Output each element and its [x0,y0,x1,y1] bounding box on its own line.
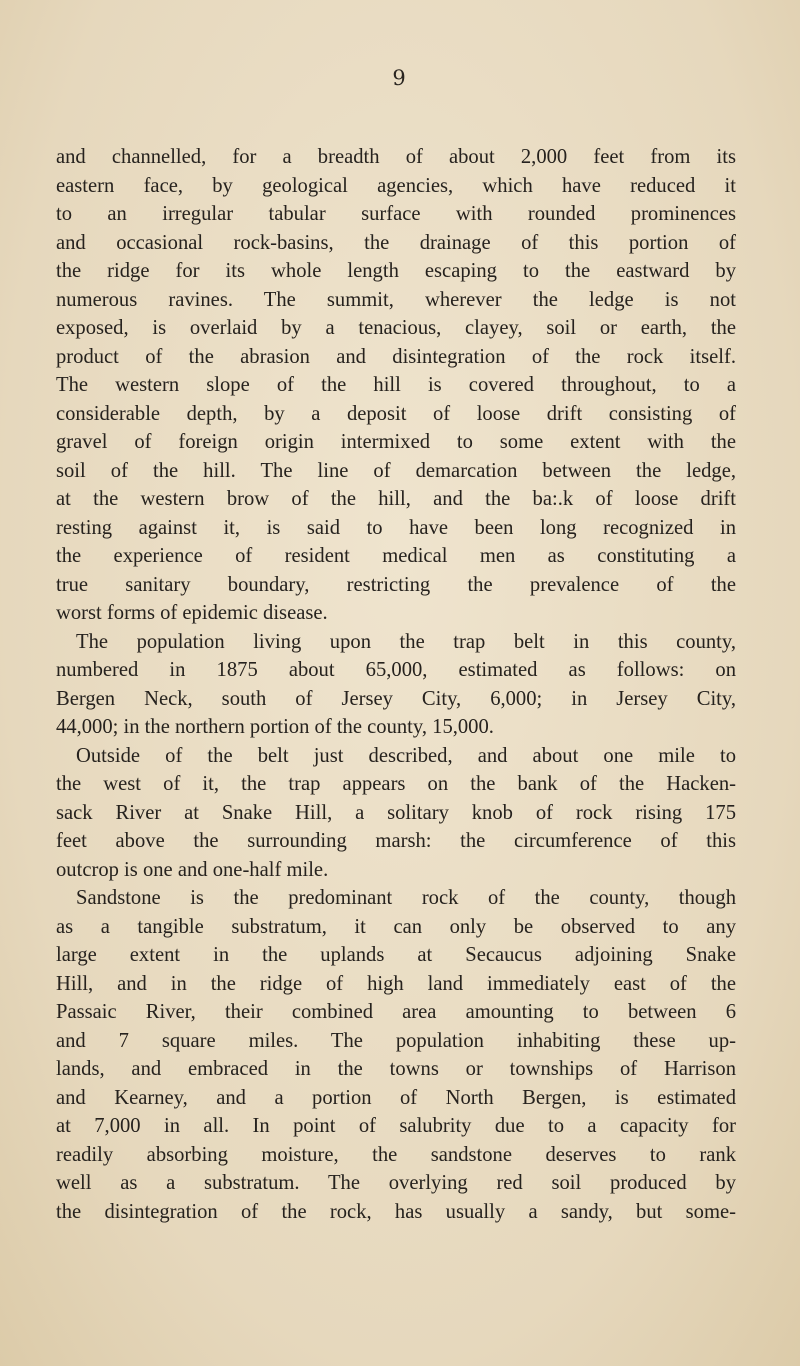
text-line: and Kearney, and a portion of North Bergen, is estimated [56,1086,736,1109]
body-text [56,143,736,1226]
text-line: feet above the surrounding marsh: the circumference of this [56,830,736,852]
text-line: the west of it, the trap appears on the bank of the Hacken- [56,773,736,795]
text-line: at 7,000 in all. In point of salubrity due to a capacity for [56,1115,736,1137]
text-line: exposed, is overlaid by a tenacious, clayey, soil or earth, the [56,317,736,339]
text-line: at the western brow of the hill, and the ba:.k of loose drift [56,488,736,510]
text-line: lands, and embraced in the towns or townships of Harrison [56,1058,736,1080]
text-line: and 7 square miles. The population inhabiting these up- [56,1029,736,1052]
text-line: 44,000; in the northern portion of the county, 15,000. [56,716,494,738]
text-line: The population living upon the trap belt in this county, [76,630,736,653]
text-line: Bergen Neck, south of Jersey City, 6,000; in Jersey City, [56,687,736,710]
page-number: 9 [392,66,406,90]
text-line: numerous ravines. The summit, wherever the ledge is not [56,288,736,311]
text-line: and occasional rock-basins, the drainage of this portion of [56,231,736,254]
text-line: Outside of the belt just described, and about one mile to [76,744,736,767]
text-line: Sandstone is the predominant rock of the county, though [76,887,736,909]
text-line: and channelled, for a breadth of about 2,000 feet from its [56,146,736,168]
text-line: large extent in the uplands at Secaucus adjoining Snake [56,944,736,966]
text-line: considerable depth, by a deposit of loose drift consisting of [56,402,736,425]
text-line: the experience of resident medical men as constituting a [56,545,736,567]
text-line: The western slope of the hill is covered throughout, to a [56,374,736,396]
text-line: Hill, and in the ridge of high land immediately east of the [56,972,736,995]
text-line: to an irregular tabular surface with rounded prominences [56,203,736,225]
text-line: the disintegration of the rock, has usually a sandy, but some- [56,1200,736,1223]
text-line: Passaic River, their combined area amounting to between 6 [56,1001,736,1023]
text-line: soil of the hill. The line of demarcation between the ledge, [56,459,736,482]
text-line: well as a substratum. The overlying red soil produced by [56,1172,736,1194]
text-line: eastern face, by geological agencies, which have reduced it [56,174,736,197]
text-line: numbered in 1875 about 65,000, estimated as follows: on [56,659,736,681]
text-line: true sanitary boundary, restricting the prevalence of the [56,573,736,596]
text-line: as a tangible substratum, it can only be observed to any [56,915,736,938]
text-line: resting against it, is said to have been long recognized in [56,516,736,539]
text-line: worst forms of epidemic disease. [56,602,328,624]
text-line: sack River at Snake Hill, a solitary knob of rock rising 175 [56,801,736,824]
text-line: the ridge for its whole length escaping to the eastward by [56,260,736,282]
text-line: readily absorbing moisture, the sandstone deserves to rank [56,1143,736,1166]
text-line: gravel of foreign origin intermixed to some extent with the [56,431,736,453]
text-line: product of the abrasion and disintegration of the rock itself. [56,345,736,368]
text-line: outcrop is one and one-half mile. [56,858,329,881]
